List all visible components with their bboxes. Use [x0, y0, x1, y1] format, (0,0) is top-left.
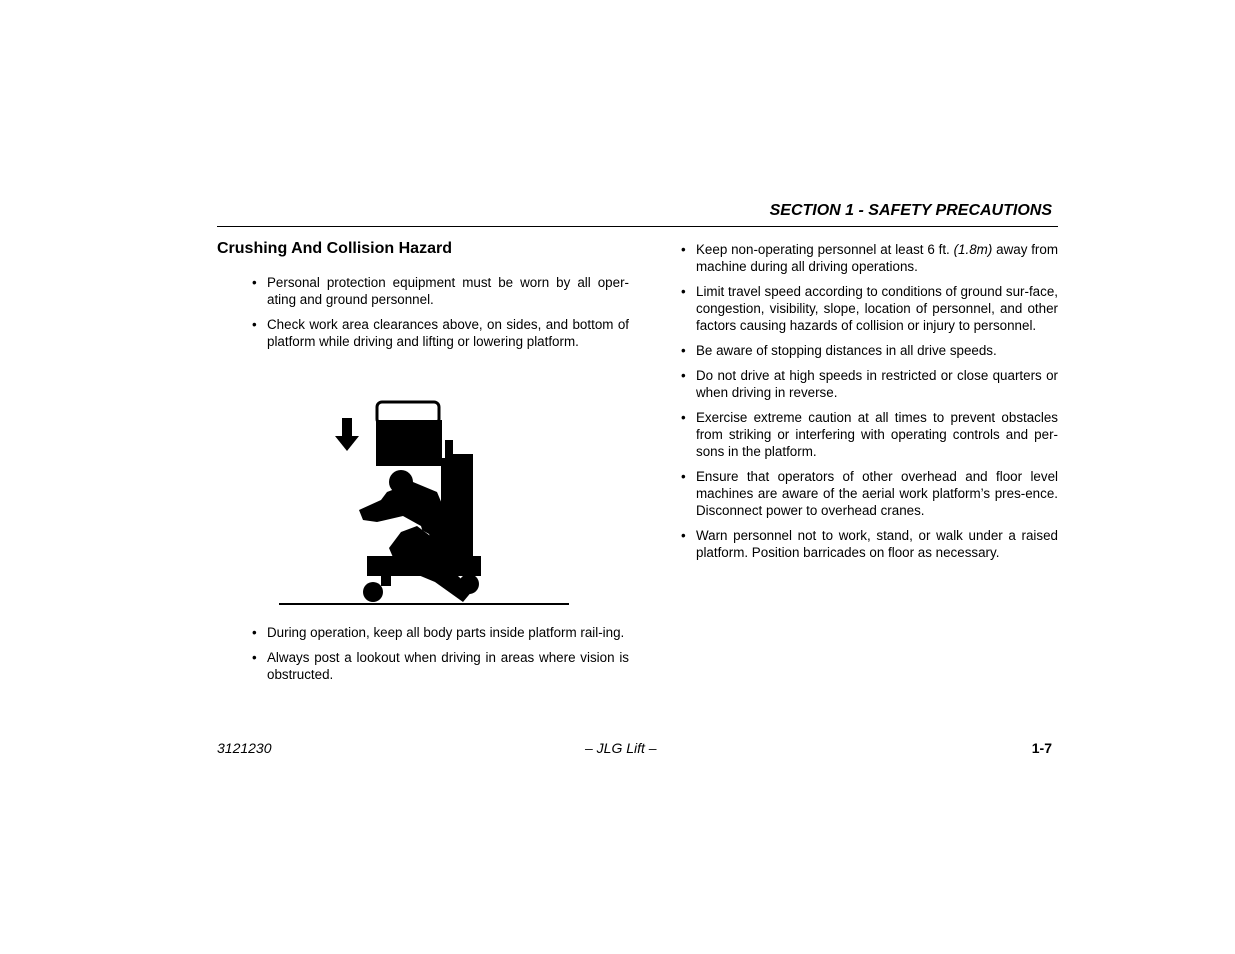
- bullet-list-bottom: [250, 624, 629, 683]
- bullet-text: away from machine during all driving operations.: [696, 242, 1058, 274]
- bullet-text: Keep non-operating personnel at least 6 ft.: [696, 242, 954, 257]
- document-number: 3121230: [217, 740, 272, 756]
- footer-publisher: – JLG Lift –: [585, 740, 657, 756]
- right-column: [679, 241, 1058, 569]
- list-item: • Check work area clearances above, on sides, and bottom of platform while driving and lifting or lowering platform.: [250, 316, 629, 350]
- list-item: • Do not drive at high speeds in restricted or close quarters or when driving in reverse.: [679, 367, 1058, 401]
- page-number: 1-7: [1031, 740, 1052, 756]
- bullet-list-top: [250, 274, 629, 350]
- list-item: • Always post a lookout when driving in areas where vision is obstructed.: [250, 649, 629, 683]
- bullet-list-right: [679, 241, 1058, 561]
- left-column: [217, 240, 629, 358]
- section-heading: Crushing And Collision Hazard: [217, 240, 452, 257]
- metric-value: (1.8m): [953, 242, 993, 257]
- list-item: • Limit travel speed according to conditions of ground sur-face, congestion, visibility, slope, location of personnel, and other factors causing hazards of collision or injury to personnel.: [679, 283, 1058, 334]
- section-title: SECTION 1 - SAFETY PRECAUTIONS: [769, 202, 1052, 219]
- list-item: [679, 241, 1058, 275]
- header-rule: [217, 226, 1058, 227]
- left-column-lower: [250, 624, 629, 691]
- list-item: • During operation, keep all body parts inside platform rail-ing.: [250, 624, 629, 641]
- list-item: • Exercise extreme caution at all times to prevent obstacles from striking or interfering with operating controls and per-sons in the platform.: [679, 409, 1058, 460]
- list-item: • Warn personnel not to work, stand, or walk under a raised platform. Position barricades on floor as necessary.: [679, 527, 1058, 561]
- list-item: • Be aware of stopping distances in all drive speeds.: [679, 342, 1058, 359]
- crushing-hazard-icon: [277, 396, 571, 608]
- list-item: • Ensure that operators of other overhead and floor level machines are aware of the aerial work platform’s pres-ence. Disconnect power to overhead cranes.: [679, 468, 1058, 519]
- list-item: • Personal protection equipment must be worn by all oper-ating and ground personnel.: [250, 274, 629, 308]
- crushing-hazard-illustration: [277, 396, 571, 608]
